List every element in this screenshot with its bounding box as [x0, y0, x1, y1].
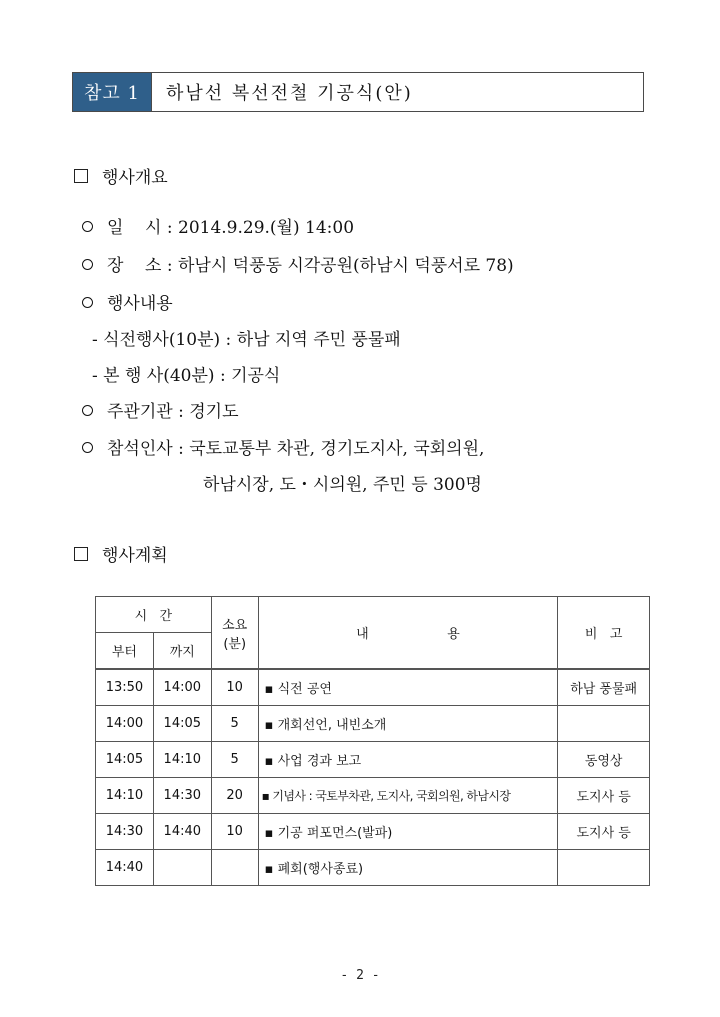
circle-bullet-icon [82, 297, 93, 308]
circle-bullet-icon [82, 405, 93, 416]
cell-content: ▪ 개회선언, 내빈소개 [258, 706, 558, 742]
table-row [96, 850, 650, 886]
cell-duration: 5 [211, 742, 258, 778]
header-duration: 소요(분) [211, 597, 258, 670]
cell-to: 14:00 [153, 669, 211, 706]
header-time: 시 간 [96, 597, 212, 633]
reference-label: 참고 1 [73, 73, 152, 111]
overview-item-pre-event: - 식전행사(10분) : 하남 지역 주민 풍물패 [92, 330, 401, 350]
document-title: 하남선 복선전철 기공식(안) [166, 83, 413, 104]
header-to: 까지 [153, 633, 211, 670]
header-remarks: 비 고 [558, 597, 650, 670]
overview-item-organizer: 주관기관 : 경기도 [82, 397, 239, 422]
cell-remarks: 도지사 등 [558, 778, 650, 814]
table-row [96, 669, 650, 706]
cell-from: 14:30 [96, 814, 154, 850]
table-row [96, 742, 650, 778]
table-row [96, 778, 650, 814]
table-row [96, 706, 650, 742]
cell-remarks: 도지사 등 [558, 814, 650, 850]
title-box [72, 72, 644, 112]
cell-to: 14:05 [153, 706, 211, 742]
cell-duration: 20 [211, 778, 258, 814]
cell-duration: 5 [211, 706, 258, 742]
circle-bullet-icon [82, 221, 93, 232]
section-overview-heading: 행사개요 [74, 163, 168, 188]
cell-from: 13:50 [96, 669, 154, 706]
cell-remarks: 동영상 [558, 742, 650, 778]
page-number: - 2 - [340, 968, 380, 983]
cell-to: 14:40 [153, 814, 211, 850]
cell-from: 14:00 [96, 706, 154, 742]
overview-item-program: 행사내용 [82, 289, 173, 314]
cell-content: ▪ 기공 퍼포먼스(발파) [258, 814, 558, 850]
cell-to [153, 850, 211, 886]
schedule-table [95, 596, 650, 886]
cell-content: ▪ 사업 경과 보고 [258, 742, 558, 778]
cell-content: ▪ 기념사 : 국토부차관, 도지사, 국회의원, 하남시장 [258, 778, 558, 814]
cell-from: 14:10 [96, 778, 154, 814]
header-content: 내 용 [258, 597, 558, 670]
cell-to: 14:10 [153, 742, 211, 778]
cell-content: ▪ 폐회(행사종료) [258, 850, 558, 886]
overview-item-attendees: 참석인사 : 국토교통부 차관, 경기도지사, 국회의원, [82, 434, 484, 459]
cell-duration [211, 850, 258, 886]
section-plan-heading: 행사계획 [74, 541, 168, 566]
overview-item-attendees-cont: 하남시장, 도・시의원, 주민 등 300명 [203, 475, 482, 495]
cell-content: ▪ 식전 공연 [258, 669, 558, 706]
cell-from: 14:05 [96, 742, 154, 778]
cell-duration: 10 [211, 669, 258, 706]
overview-item-datetime: 일 시 : 2014.9.29.(월) 14:00 [82, 213, 354, 238]
cell-remarks [558, 706, 650, 742]
overview-item-place: 장 소 : 하남시 덕풍동 시각공원(하남시 덕풍서로 78) [82, 251, 514, 276]
table-row [96, 814, 650, 850]
header-from: 부터 [96, 633, 154, 670]
circle-bullet-icon [82, 442, 93, 453]
checkbox-square-icon [74, 547, 88, 561]
cell-remarks: 하남 풍물패 [558, 669, 650, 706]
table-header-row [96, 597, 650, 633]
cell-from: 14:40 [96, 850, 154, 886]
overview-item-main-event: - 본 행 사(40분) : 기공식 [92, 366, 281, 386]
checkbox-square-icon [74, 169, 88, 183]
cell-to: 14:30 [153, 778, 211, 814]
circle-bullet-icon [82, 259, 93, 270]
cell-remarks [558, 850, 650, 886]
cell-duration: 10 [211, 814, 258, 850]
